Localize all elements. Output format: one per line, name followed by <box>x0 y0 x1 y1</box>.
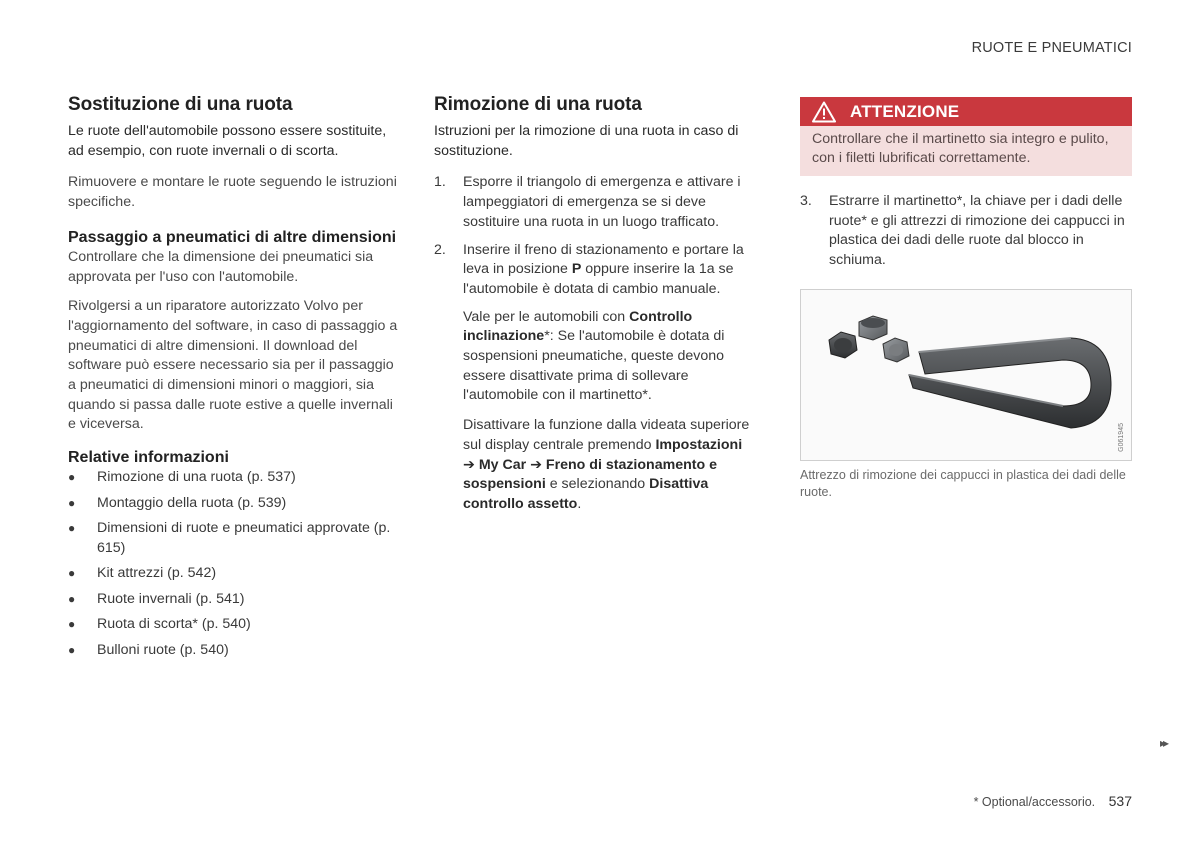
bullet-icon: ● <box>68 566 76 581</box>
related-link[interactable]: ● Bulloni ruote (p. 540) <box>68 641 398 661</box>
step-item <box>434 173 766 232</box>
section-title: Rimozione di una ruota <box>434 94 642 115</box>
intro-text: Le ruote dell'automobile possono essere sostituite, ad esempio, con ruote invernali o di scorta. <box>68 123 387 159</box>
sub-paragraph: Disattivare la funzione dalla videata superiore sul display centrale premendo Impostazioni ➔ My Car ➔ Freno di stazionamento e sospensioni e selezionando Disattiva controllo assetto. <box>463 417 750 512</box>
intro-text: Istruzioni per la rimozione di una ruota in caso di sostituzione. <box>434 123 739 159</box>
footnote: * Optional/accessorio. <box>973 795 1096 809</box>
sub-paragraph: Vale per le automobili con Controllo inclinazione*: Se l'automobile è dotata di sospensioni pneumatiche, queste devono essere disattivate prima di sollevare l'automobile con il martinetto*. <box>463 308 725 404</box>
column-wheel-replacement <box>68 94 398 666</box>
related-link[interactable]: ● Ruota di scorta* (p. 540) <box>68 615 398 635</box>
tool-illustration <box>800 289 1132 461</box>
menu-path: ➔ My Car <box>463 456 527 473</box>
menu-path: Impostazioni <box>655 436 743 453</box>
bullet-icon: ● <box>68 591 76 606</box>
menu-path: Disattiva controllo assetto <box>463 476 709 512</box>
step-number: 2. <box>434 241 446 258</box>
warning-text: Controllare che il martinetto sia integro e pulito, con i filetti lubrificati correttamente. <box>800 126 1132 176</box>
figure-code: G061945 <box>1118 423 1125 452</box>
paragraph: Controllare che la dimensione dei pneumatici sia approvata per l'uso con l'automobile. <box>68 248 374 285</box>
paragraph: Rivolgersi a un riparatore autorizzato Volvo per l'aggiornamento del software, in caso di passaggio a pneumatici di altre dimensioni. Il download del software può essere necessario sia per il passaggio a pneumatici di dimensioni minori o maggiori, sia quando si passa dalle ruote estive a quelle invernali e viceversa. <box>68 298 398 433</box>
related-link[interactable]: ● Montaggio della ruota (p. 539) <box>68 494 398 514</box>
subsection-title: Passaggio a pneumatici di altre dimensioni <box>68 228 397 246</box>
related-link[interactable]: ● Kit attrezzi (p. 542) <box>68 564 398 584</box>
column-wheel-removal <box>434 94 766 525</box>
step-item: 2. Inserire il freno di stazionamento e portare la leva in posizione P oppure inserire la 1a se l'automobile è dotata di cambio manuale. <box>434 241 744 297</box>
step-item <box>800 192 1132 271</box>
bullet-icon: ● <box>68 495 76 510</box>
section-title: Sostituzione di una ruota <box>68 94 293 115</box>
bullet-icon: ● <box>68 617 76 632</box>
bullet-icon: ● <box>68 642 76 657</box>
related-link[interactable]: ● Ruote invernali (p. 541) <box>68 590 398 610</box>
menu-path: ➔ Freno di stazionamento e sospensioni <box>463 456 717 493</box>
paragraph: Rimuovere e montare le ruote seguendo le istruzioni specifiche. <box>68 174 397 211</box>
step-number: 1. <box>434 174 446 191</box>
related-link[interactable]: ● Dimensioni di ruote e pneumatici approvate (p. 615) <box>68 520 391 556</box>
warning-header <box>800 97 1132 126</box>
bullet-icon: ● <box>68 521 76 536</box>
figure-caption: Attrezzo di rimozione dei cappucci in plastica dei dadi delle ruote. <box>800 467 1126 499</box>
column-warning <box>800 97 1132 501</box>
footer <box>974 793 1132 809</box>
warning-triangle-icon <box>812 101 836 123</box>
continue-arrows-icon: ▸▸ <box>1159 736 1166 750</box>
related-list <box>68 468 398 660</box>
warning-title: ATTENZIONE <box>850 101 960 121</box>
bullet-icon: ● <box>68 470 76 485</box>
related-link[interactable]: ● Rimozione di una ruota (p. 537) <box>68 468 398 488</box>
step-number: 3. <box>800 193 812 209</box>
step-text: Esporre il triangolo di emergenza e attivare i lampeggiatori di emergenza se si deve sostituire una ruota in un luogo trafficato. <box>463 174 741 230</box>
cap-removal-tool-image <box>801 290 1131 460</box>
step-text: Estrarre il martinetto*, la chiave per i dadi delle ruote* e gli attrezzi di rimozione dei cappucci in plastica dei dadi delle ruote dal blocco in schiuma. <box>829 193 1125 269</box>
related-title: Relative informazioni <box>68 449 229 467</box>
section-header: RUOTE E PNEUMATICI <box>971 40 1132 56</box>
steps-list <box>800 192 1132 271</box>
steps-list <box>434 173 766 299</box>
page-number: 537 <box>1108 793 1132 809</box>
